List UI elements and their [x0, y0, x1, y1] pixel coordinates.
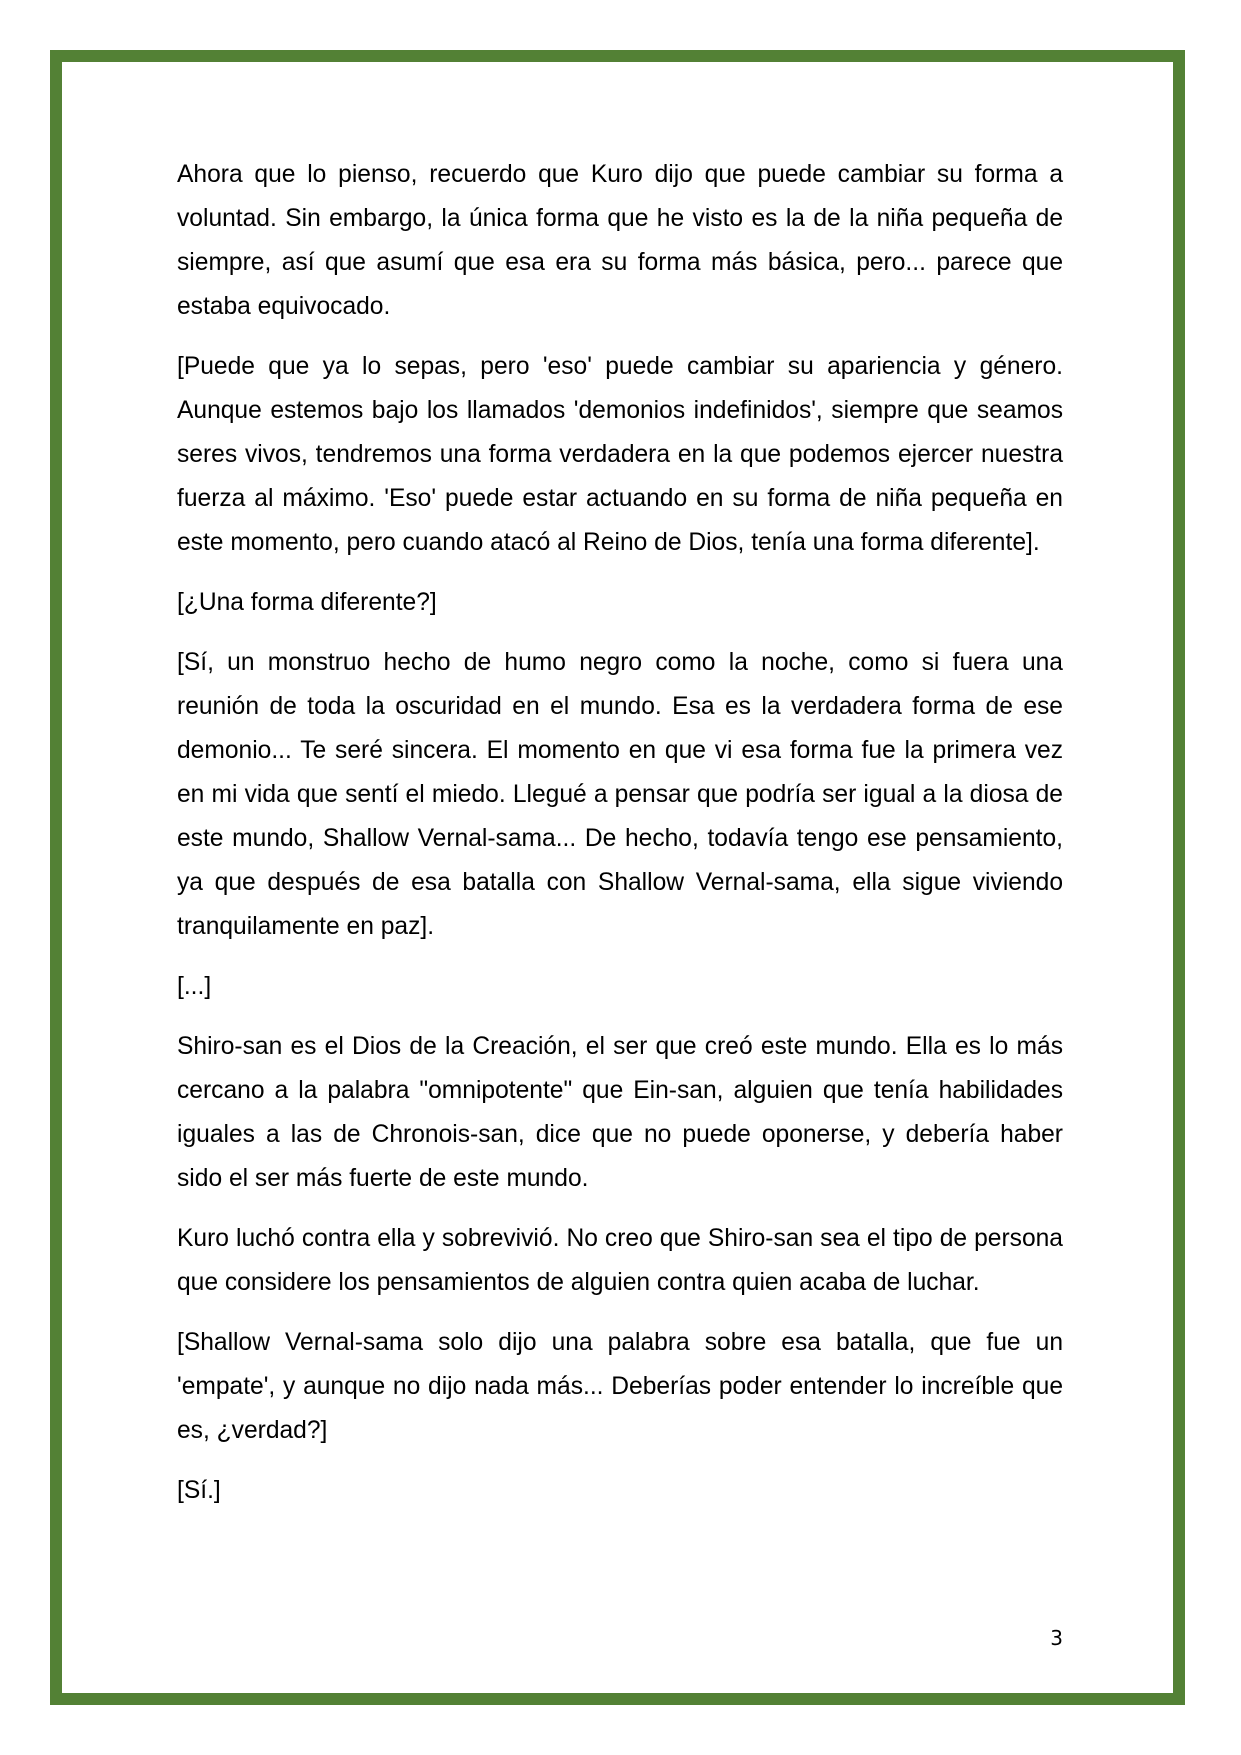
paragraph: [Puede que ya lo sepas, pero 'eso' puede cambiar su apariencia y género. Aunque estemos bajo los llamados 'demonios indefinidos', siempre que seamos seres vivos, tendremos una forma verdadera en la que podemos ejercer nuestra fuerza al máximo. 'Eso' puede estar actuando en su forma de niña pequeña en este momento, pero cuando atacó al Reino de Dios, tenía una forma diferente].: [177, 353, 1063, 556]
page-number: 3: [1050, 1626, 1063, 1650]
paragraph: Shiro-san es el Dios de la Creación, el ser que creó este mundo. Ella es lo más cercano a la palabra "omnipotente" que Ein-san, alguien que tenía habilidades iguales a las de Chronois-san, dice que no puede oponerse, y debería haber sido el ser más fuerte de este mundo.: [177, 1033, 1063, 1192]
paragraph: [Shallow Vernal-sama solo dijo una palabra sobre esa batalla, que fue un 'empate', y aunque no dijo nada más... Deberías poder entender lo increíble que es, ¿verdad?]: [177, 1329, 1063, 1444]
document-body: [177, 153, 1063, 1529]
paragraph: [Sí, un monstruo hecho de humo negro como la noche, como si fuera una reunión de toda la oscuridad en el mundo. Esa es la verdadera forma de ese demonio... Te seré sincera. El momento en que vi esa forma fue la primera vez en mi vida que sentí el miedo. Llegué a pensar que podría ser igual a la diosa de este mundo, Shallow Vernal-sama... De hecho, todavía tengo ese pensamiento, ya que después de esa batalla con Shallow Vernal-sama, ella sigue viviendo tranquilamente en paz].: [177, 649, 1063, 940]
paragraph: Kuro luchó contra ella y sobrevivió. No creo que Shiro-san sea el tipo de persona que considere los pensamientos de alguien contra quien acaba de luchar.: [177, 1225, 1063, 1296]
paragraph: [...]: [177, 973, 212, 1000]
paragraph: [¿Una forma diferente?]: [177, 589, 437, 616]
paragraph: Ahora que lo pienso, recuerdo que Kuro dijo que puede cambiar su forma a voluntad. Sin embargo, la única forma que he visto es la de la niña pequeña de siempre, así que asumí que esa era su forma más básica, pero... parece que estaba equivocado.: [177, 161, 1063, 320]
paragraph: [Sí.]: [177, 1477, 221, 1504]
